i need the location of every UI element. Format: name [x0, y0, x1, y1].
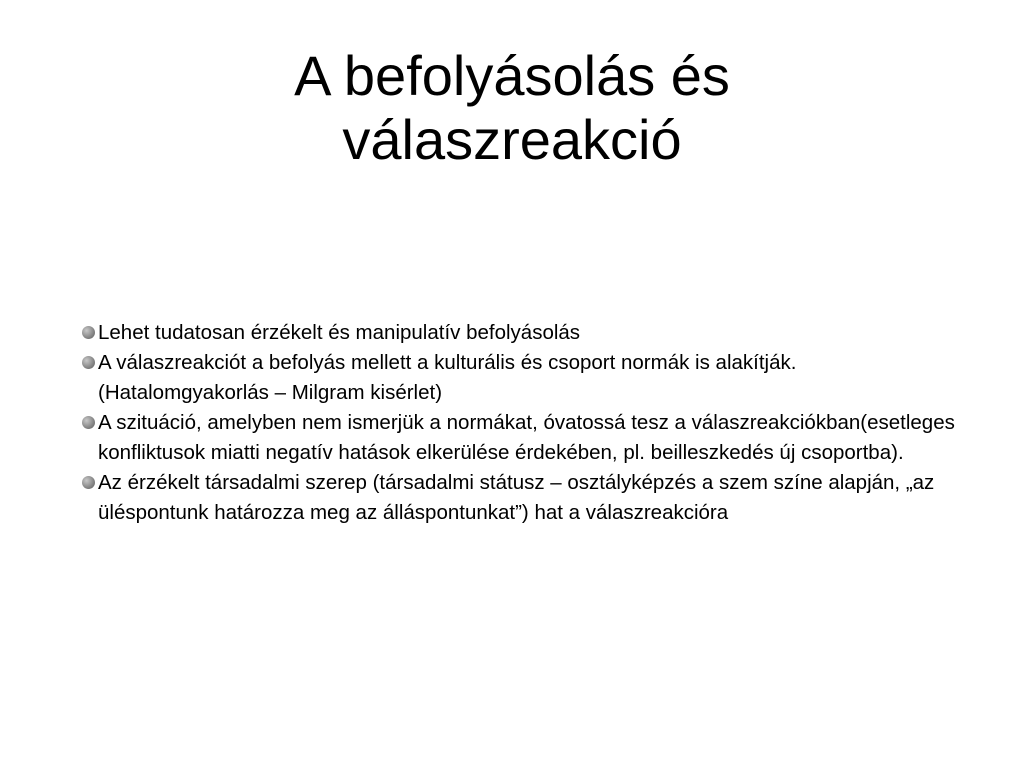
bullet-text-1: Lehet tudatosan érzékelt és manipulatív befolyásolás [98, 321, 581, 344]
gray-sphere-bullet-icon [82, 356, 95, 369]
bullet-text-3: A szituáció, amelyben nem ismerjük a normákat, óvatossá tesz a válaszreakciókban(esetleges konfliktusok miatti negatív hatások elkerülése érdekében, pl. beilleszkedés új csoportba). [98, 411, 955, 464]
bullet-item-3 [80, 408, 960, 468]
bullet-item-2 [80, 348, 960, 408]
bullet-text-4: Az érzékelt társadalmi szerep (társadalmi státusz – osztályképzés a szem színe alapján, „az üléspontunk határozza meg az álláspontunkat”) hat a válaszreakcióra [98, 471, 935, 524]
bullet-item-1 [80, 318, 960, 348]
gray-sphere-bullet-icon [82, 326, 95, 339]
bullet-item-4 [80, 468, 960, 528]
gray-sphere-bullet-icon [82, 476, 95, 489]
gray-sphere-bullet-icon [82, 416, 95, 429]
slide-title-line-2: válaszreakció [342, 108, 682, 171]
bullet-list [80, 318, 960, 528]
slide-title [112, 44, 912, 172]
slide-title-line-1: A befolyásolás és [294, 44, 730, 107]
bullet-text-2: A válaszreakciót a befolyás mellett a kulturális és csoport normák is alakítják. (Hatalomgyakorlás – Milgram kisérlet) [98, 351, 797, 404]
